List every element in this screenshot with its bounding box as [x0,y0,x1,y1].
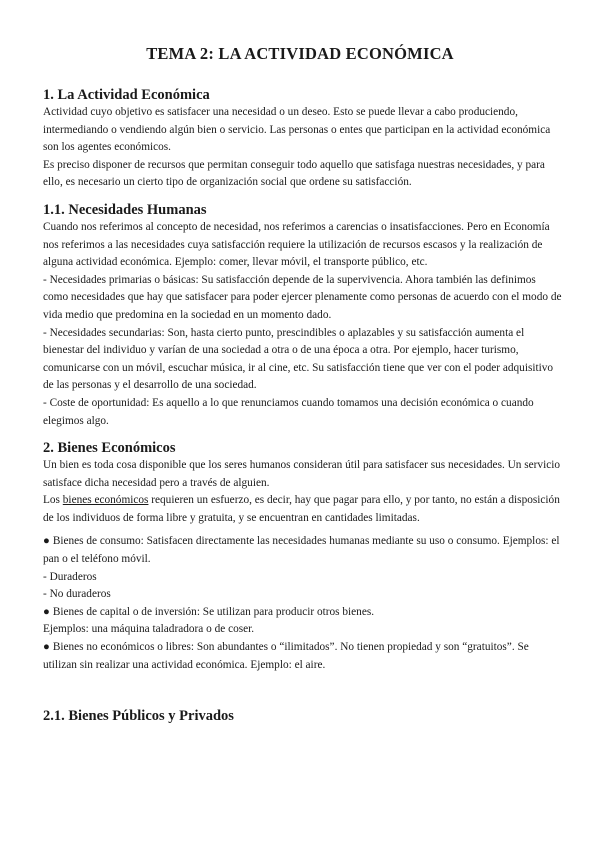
section-heading: 2.1. Bienes Públicos y Privados [43,708,234,725]
paragraph: - Necesidades primarias o básicas: Su satisfacción depende de la supervivencia. Ahora también las definimos como necesidades que hay que satisfacer para poder ejercer plenamente como personas de acuerdo con el modo de vida medio que predomina en la sociedad en un momento dado. [43,273,562,321]
text-run: requieren un esfuerzo, es decir, hay que pagar para ello, y por tanto, no están a disposición de los individuos de forma libre y gratuita, y se encuentran en cantidades limitadas. [43,494,560,524]
paragraph: Es preciso disponer de recursos que permitan conseguir todo aquello que satisfaga nuestras necesidades, y para ello, es necesario un cierto tipo de organización social que ordene su satisfacción. [43,158,545,189]
bullet-icon: ● [43,641,50,654]
section-bienes-publicos-privados [43,707,563,725]
paragraph: Cuando nos referimos al concepto de necesidad, nos referimos a carencias o insatisfacciones. Pero en Economía nos referimos a las necesidades cuya satisfacción requiere la utilización de recursos escasos y la realización de alguna actividad económica. Ejemplo: comer, llevar móvil, el transporte público, etc. [43,220,550,269]
section-bienes-economicos [43,439,563,674]
underlined-term: bienes económicos [62,494,149,507]
document-body [43,86,563,725]
bullet-text: Bienes de capital o de inversión: Se utilizan para producir otros bienes. [52,605,375,618]
bullet-icon: ● [43,535,50,548]
paragraph: - Coste de oportunidad: Es aquello a lo que renunciamos cuando tomamos una decisión económica o cuando elegimos algo. [43,396,534,427]
list-item: - No duraderos [43,588,111,601]
bullet-text: Bienes no económicos o libres: Son abundantes o “ilimitados”. No tienen propiedad y son “gratuitos”. Se utilizan sin realizar una actividad económica. Ejemplo: el aire. [43,641,529,671]
bullet-icon: ● [43,605,50,618]
bullet-item [43,533,563,568]
section-heading: 2. Bienes Económicos [43,440,176,457]
bullet-item [43,639,563,674]
paragraph: Actividad cuyo objetivo es satisfacer una necesidad o un deseo. Esto se puede llevar a cabo produciendo, intermediando o vendiendo algún bien o servicio. Las personas o entes que participan en la actividad económica son los agentes económicos. [43,106,551,154]
section-heading: 1.1. Necesidades Humanas [43,201,207,218]
bullet-item [43,604,563,622]
section-actividad-economica [43,86,563,192]
section-heading: 1. La Actividad Económica [43,87,210,103]
paragraph: Ejemplos: una máquina taladradora o de coser. [43,623,255,636]
paragraph: - Necesidades secundarias: Son, hasta cierto punto, prescindibles o aplazables y su satisfacción aumenta el bienestar del individuo y varían de una sociedad a otra o de una época a otra. Por ejemplo, hacer turismo, comunicarse con un móvil, escuchar música, ir al cine, etc. Su satisfacción tiene que ver con el poder adquisitivo de las personas y el desarrollo de una sociedad. [43,326,554,392]
section-necesidades-humanas [43,201,563,430]
document-title: TEMA 2: LA ACTIVIDAD ECONÓMICA [146,44,454,63]
paragraph [43,492,563,527]
list-item: - Duraderos [43,570,97,583]
text-run: Los [43,494,63,507]
bullet-text: Bienes de consumo: Satisfacen directamente las necesidades humanas mediante su uso o consumo. Ejemplos: el pan o el teléfono móvil. [43,535,560,566]
paragraph: Un bien es toda cosa disponible que los seres humanos consideran útil para satisfacer sus necesidades. Un servicio satisface dicha necesidad pero a través de alguien. [43,459,561,489]
